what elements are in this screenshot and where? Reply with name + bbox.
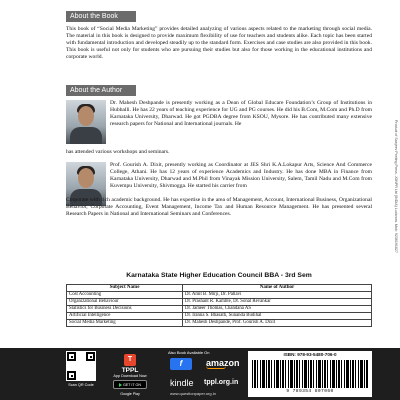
tppl-logo-icon: T <box>124 354 136 366</box>
google-play-badge[interactable]: GET IT ON Google Play <box>113 380 147 389</box>
qr-code-icon[interactable] <box>66 351 96 381</box>
table-row <box>67 292 372 299</box>
about-book-heading: About the Book <box>66 11 136 22</box>
tppl-download-label: App Download Now <box>113 374 147 378</box>
flipkart-logo[interactable]: f <box>170 358 192 370</box>
play-store-icon <box>119 383 122 387</box>
web-url-link[interactable]: www.questionpaper.org.in <box>170 391 216 396</box>
tppl-app-block <box>110 354 150 396</box>
author-1-bio: Dr. Mahesh Deshpande is presently working as a Dean of Global Educare Foundation’s Group of Institutions in Hubballi. He has 22 years of teaching experience for UG and PG courses. He did his B.Com, M.Com and Ph.D from Karnataka University, Dharwad. He got PGDBA degree from KSOU, Mysore. He has contributed many extensive research papers for National and International journals. He <box>110 100 372 128</box>
subject-cell: Social Media Marketing <box>67 320 183 327</box>
table-row <box>67 306 372 313</box>
subject-cell: Cost Accounting <box>67 292 183 299</box>
kindle-logo[interactable]: kindle <box>170 378 194 388</box>
author-cell: Dr. Jameer Thomas, Chandana AS <box>183 306 372 313</box>
author-cell: Dr. Mahesh Deshpande, Prof. Gourish A. Dixit <box>183 320 372 327</box>
author-2-bio-tail: Corporate with rich academic background. He has expertise in the area of Management, Account, International Business, Organizational Behavior, Corporate Accounting, Event Management, Income Tax and Human Resource Management. He has presented several Research Papers in National and International Seminars and Conferences. <box>66 197 372 218</box>
subject-cell: Artificial Intelligence <box>67 313 183 320</box>
footer-bar <box>0 348 400 400</box>
tppl-brand: TPPL <box>121 367 139 374</box>
author-cell: Dr. Iranna S. Bhasath, Sunanda Budihal <box>183 313 372 320</box>
amazon-logo[interactable]: amazon <box>206 358 240 368</box>
author-1-photo <box>66 100 106 144</box>
qr-caption: Scan QR Code <box>68 383 94 387</box>
isbn-label: ISBN: 978-93-5480-706-0 <box>283 352 337 357</box>
barcode-number: 9 789354 807060 <box>286 389 334 394</box>
author-2-bio: Prof. Gourish A. Dixit, presently working as Coordinator at JES Shri K.A.Lokapur Arts, Science And Commerce College, Athani. He has 12 years of experience Academics and Industry. He has done MBA in Finance from Karnataka University, Dharwad and M.Phil from Vinayak Mission University, Salem, Tamil Nadu and M.Com from Kuvempu University, Shivmogga. He started his carrier from <box>110 162 372 190</box>
table-row <box>67 313 372 320</box>
subjects-table <box>66 284 372 327</box>
qr-block <box>66 351 96 387</box>
website-link[interactable]: tppl.org.in <box>204 379 239 386</box>
subject-cell: Organizational Behaviour <box>67 299 183 306</box>
printer-note: Product of Sanjeev Printing Press, JONPR Ltd (INDIA) Lucknow. Mob: 9236191827 <box>394 120 398 253</box>
isbn-block <box>248 351 372 397</box>
subject-cell: Statistics for Business Decisions <box>67 306 183 313</box>
author-1-bio-tail: has attended various workshops and seminars. <box>66 149 170 155</box>
council-title: Karnataka State Higher Education Council BBA - 3rd Sem <box>126 272 312 279</box>
table-header-row <box>67 285 372 292</box>
author-cell: Dr. Amit B. Mirji, Dr. Pallavi <box>183 292 372 299</box>
about-author-heading: About the Author <box>66 85 136 96</box>
also-available-label: Also Book Available On <box>168 350 210 355</box>
table-row <box>67 320 372 327</box>
book-description: This book of “Social Media Marketing” provides detailed analyzing of various aspects related to the marketing through social media. The material in this book is designed to provide maximum flexibility of use for teachers and students alike. Each topic has been started with fundamental introduction and developed steadily up to the standard form. Exercises and case studies are also provided in this book. This book is useful not only for students who are pursuing their studies but also for those working in the educational institutions and corporate world. <box>66 26 372 61</box>
table-header: Subject Name <box>67 285 183 292</box>
barcode-icon <box>252 360 368 388</box>
table-row <box>67 299 372 306</box>
table-header: Name of Author <box>183 285 372 292</box>
author-cell: Dr. Prashant R. Kamble, Dr. Sonal Revankar <box>183 299 372 306</box>
